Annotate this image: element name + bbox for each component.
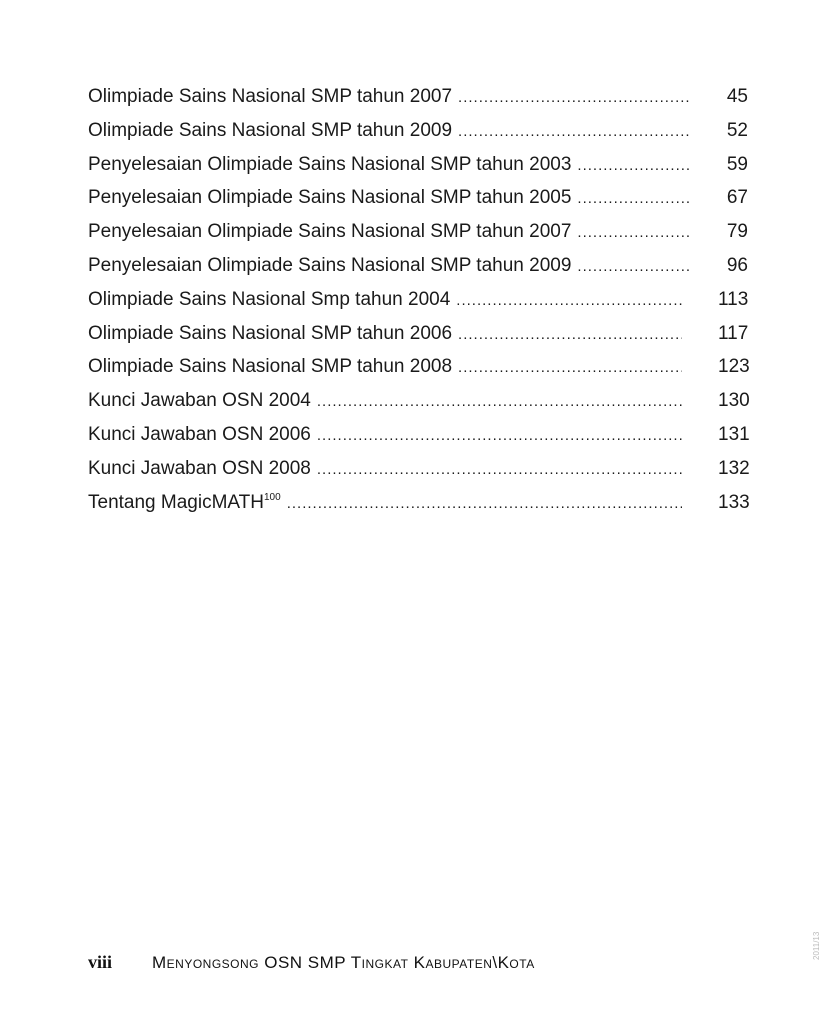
toc-entry-page: 45 <box>726 86 748 107</box>
dot-leader <box>458 355 682 381</box>
dot-leader <box>577 220 690 246</box>
toc-entry-title-text: Tentang MagicMATH <box>88 491 264 513</box>
toc-entry-page: 96 <box>726 254 748 276</box>
dot-leader <box>577 153 690 179</box>
toc-entry-title: Olimpiade Sains Nasional SMP tahun 2008 <box>88 356 453 378</box>
dot-leader <box>577 254 690 280</box>
toc-entry-title: Kunci Jawaban OSN 2008 <box>88 457 311 479</box>
page-footer <box>88 952 535 973</box>
toc-entry[interactable] <box>88 321 748 355</box>
toc-entry[interactable] <box>88 152 748 186</box>
toc-entry[interactable] <box>88 490 748 524</box>
dot-leader <box>577 186 690 212</box>
dot-leader <box>317 423 682 449</box>
toc-entry[interactable] <box>88 354 748 388</box>
toc-entry-title: Olimpiade Sains Nasional SMP tahun 2006 <box>88 322 453 344</box>
toc-entry-title-superscript: 100 <box>264 491 281 503</box>
toc-entry-page: 123 <box>718 356 750 378</box>
dot-leader <box>287 491 682 517</box>
toc-entry-title: Penyelesaian Olimpiade Sains Nasional SMP tahun 2009 <box>88 254 572 276</box>
toc-entry-page: 117 <box>718 322 749 344</box>
folio-page-number: viii <box>88 952 113 972</box>
table-of-contents <box>88 84 748 523</box>
toc-entry-page: 131 <box>718 423 750 445</box>
toc-entry[interactable] <box>88 185 748 219</box>
dot-leader <box>458 85 691 111</box>
toc-entry-page: 132 <box>718 457 750 479</box>
toc-entry[interactable] <box>88 456 748 490</box>
toc-entry-page: 52 <box>726 119 748 141</box>
dot-leader <box>456 288 682 314</box>
toc-entry[interactable] <box>88 287 748 321</box>
toc-entry[interactable] <box>88 253 748 287</box>
toc-entry-title: Olimpiade Sains Nasional Smp tahun 2004 <box>88 288 451 310</box>
toc-entry[interactable] <box>88 84 748 118</box>
toc-entry-title: Penyelesaian Olimpiade Sains Nasional SMP tahun 2005 <box>88 187 572 209</box>
toc-entry-page: 59 <box>726 153 748 175</box>
toc-entry-title: Olimpiade Sains Nasional SMP tahun 2009 <box>88 119 453 141</box>
toc-entry-page: 113 <box>718 288 749 310</box>
toc-entry[interactable] <box>88 422 748 456</box>
toc-entry-title: Penyelesaian Olimpiade Sains Nasional SMP tahun 2003 <box>88 153 572 175</box>
dot-leader <box>458 119 691 145</box>
running-title: Menyongsong OSN SMP Tingkat Kabupaten\Kota <box>152 953 535 972</box>
toc-entry-title: Penyelesaian Olimpiade Sains Nasional SMP tahun 2007 <box>88 221 572 243</box>
dot-leader <box>317 457 682 483</box>
toc-entry-page: 133 <box>718 491 750 513</box>
toc-entry-title: Kunci Jawaban OSN 2006 <box>88 423 311 445</box>
toc-entry-page: 130 <box>718 390 750 412</box>
dot-leader <box>317 389 682 415</box>
toc-entry-page: 67 <box>726 187 748 209</box>
toc-entry-title <box>88 490 281 516</box>
toc-entry-title: Olimpiade Sains Nasional SMP tahun 2007 <box>88 86 453 107</box>
margin-stamp: 2011/13 <box>812 931 821 960</box>
toc-entry[interactable] <box>88 388 748 422</box>
toc-entry[interactable] <box>88 219 748 253</box>
dot-leader <box>458 322 682 348</box>
toc-entry-page: 79 <box>726 221 748 243</box>
toc-entry[interactable] <box>88 118 748 152</box>
toc-entry-title: Kunci Jawaban OSN 2004 <box>88 390 311 412</box>
